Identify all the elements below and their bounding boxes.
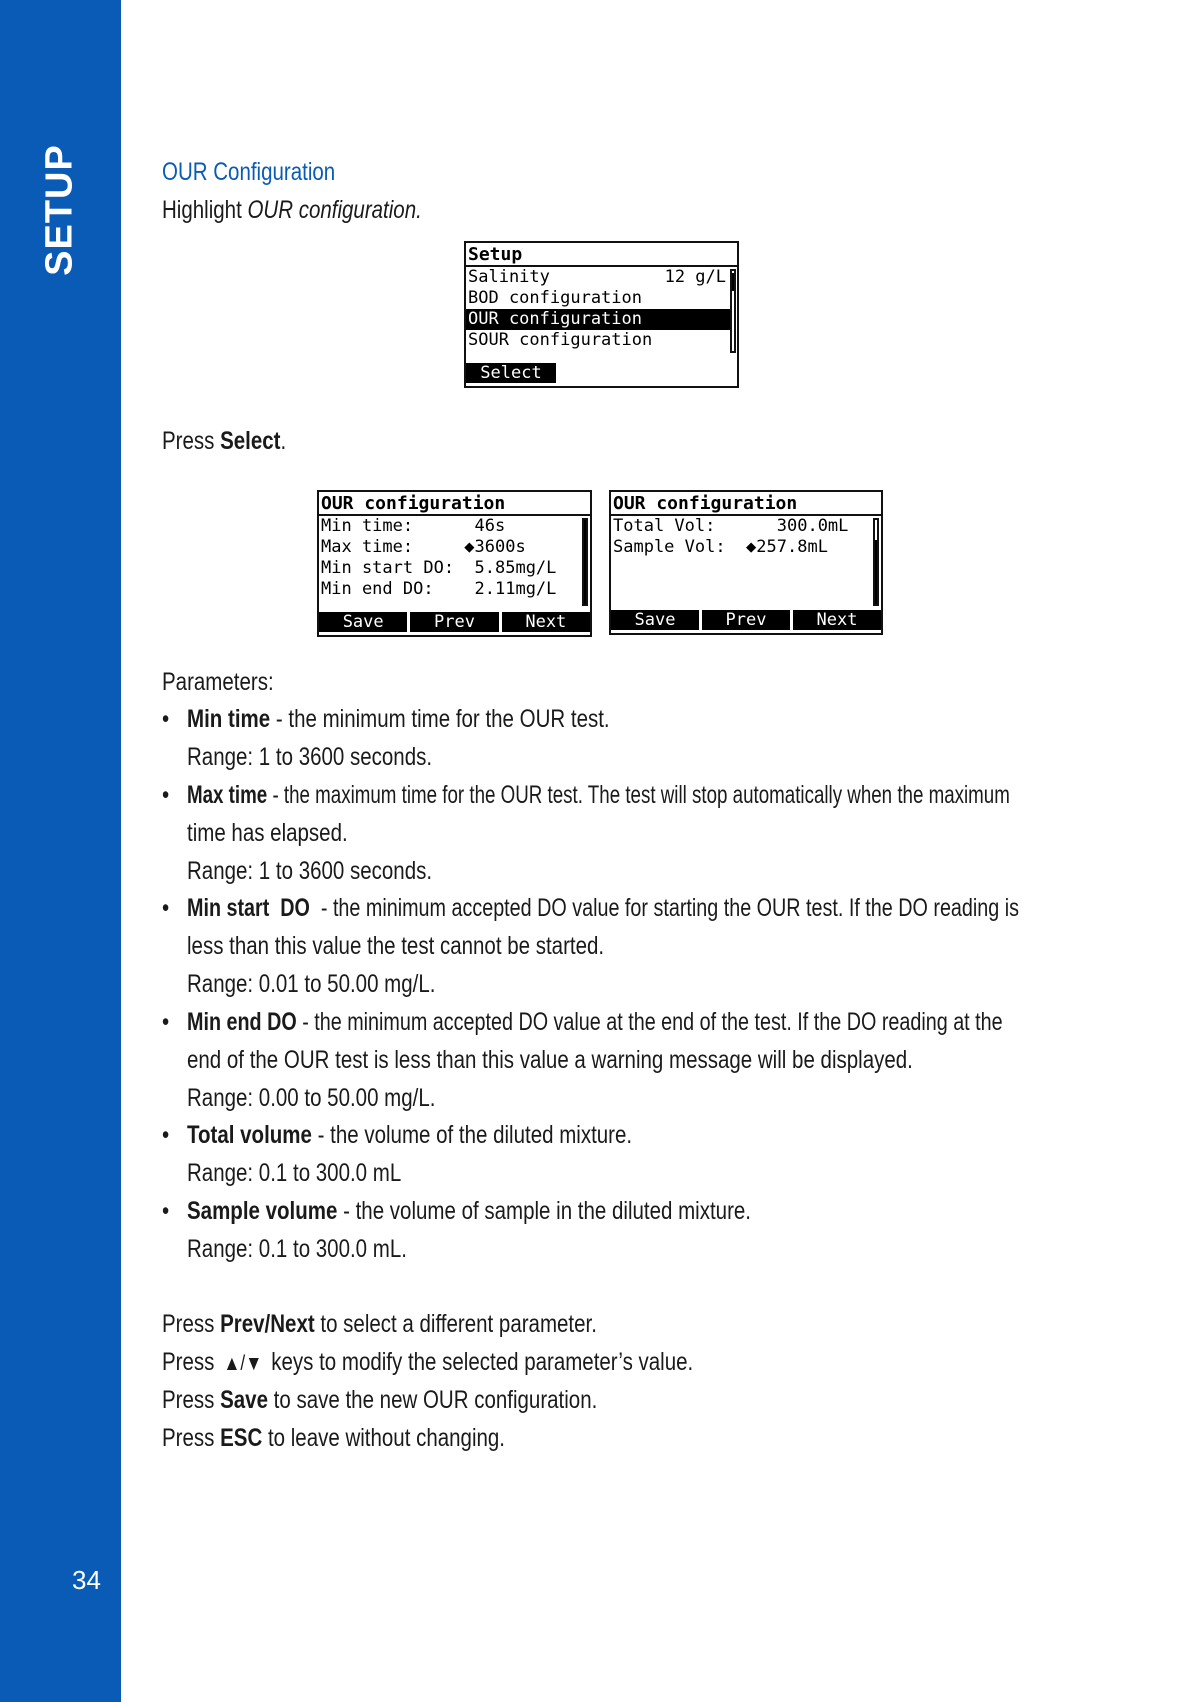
press-select-bold: Select xyxy=(220,427,281,455)
setup-row-sour[interactable]: SOUR configuration xyxy=(468,330,653,350)
instr-bold: Save xyxy=(220,1386,268,1414)
instr-suffix: to save the new OUR configuration. xyxy=(267,1386,598,1414)
param-min-time xyxy=(187,705,610,734)
param-row-max-time[interactable]: Max time: ◆3600s xyxy=(321,537,526,557)
param-line: Range: 0.1 to 300.0 mL xyxy=(187,1159,402,1187)
param-name: Min end DO xyxy=(187,1008,297,1036)
param-name: Sample volume xyxy=(187,1197,338,1225)
setup-scroll-thumb[interactable] xyxy=(732,273,734,291)
instr-suffix: keys to modify the selected parameter’s value. xyxy=(265,1348,694,1376)
setup-row-our[interactable]: OUR configuration xyxy=(466,309,730,330)
param-name: Min time xyxy=(187,705,271,733)
param-row-sample-vol[interactable]: Sample Vol: ◆257.8mL xyxy=(613,537,828,557)
screen3-scroll-thumb[interactable] xyxy=(875,540,877,604)
setup-screen xyxy=(464,241,739,388)
intro-prefix: Highlight xyxy=(162,196,248,224)
instruction-prevnext xyxy=(162,1310,597,1339)
our-config-screen-1-body xyxy=(319,516,590,600)
param-line: Range: 1 to 3600 seconds. xyxy=(187,743,433,771)
intro-italic: OUR configuration. xyxy=(247,196,422,224)
our-config-screen-1 xyxy=(317,490,592,637)
prev-softkey[interactable]: Prev xyxy=(410,612,498,632)
bullet: • xyxy=(162,1197,170,1225)
screen2-softkeys xyxy=(319,612,590,632)
param-desc: - the volume of sample in the diluted mixture. xyxy=(337,1197,752,1225)
param-max-time xyxy=(187,781,1010,810)
bullet: • xyxy=(162,781,170,809)
next-softkey[interactable]: Next xyxy=(793,610,881,630)
param-desc: - the minimum accepted DO value at the end of the test. If the DO reading at the xyxy=(296,1008,1003,1036)
select-softkey[interactable]: Select xyxy=(466,363,556,383)
bullet: • xyxy=(162,894,170,922)
save-softkey[interactable]: Save xyxy=(611,610,699,630)
sidebar xyxy=(0,0,121,1702)
param-desc: - the minimum accepted DO value for starting the OUR test. If the DO reading is xyxy=(309,894,1020,922)
salinity-label: Salinity xyxy=(468,267,550,287)
param-min-start-do xyxy=(187,894,1019,923)
param-desc: - the minimum time for the OUR test. xyxy=(270,705,610,733)
param-desc: - the volume of the diluted mixture. xyxy=(311,1121,633,1149)
setup-scrollbar[interactable] xyxy=(730,269,736,353)
param-row-min-end-do[interactable]: Min end DO: 2.11mg/L xyxy=(321,579,557,599)
param-line: time has elapsed. xyxy=(187,819,348,847)
param-line: Range: 1 to 3600 seconds. xyxy=(187,857,433,885)
bullet: • xyxy=(162,1121,170,1149)
param-row-total-vol[interactable]: Total Vol: 300.0mL xyxy=(613,516,849,536)
setup-screen-body xyxy=(466,267,737,351)
instr-suffix: to leave without changing. xyxy=(262,1424,506,1452)
bullet: • xyxy=(162,705,170,733)
instr-prefix: Press xyxy=(162,1424,221,1452)
param-min-end-do xyxy=(187,1008,1003,1037)
setup-row-salinity[interactable] xyxy=(466,267,730,288)
screen3-scrollbar[interactable] xyxy=(873,518,879,606)
instruction-save xyxy=(162,1386,597,1415)
section-heading: OUR Configuration xyxy=(162,158,336,186)
up-down-arrow-icon: ▲/▼ xyxy=(223,1352,263,1375)
bullet: • xyxy=(162,1008,170,1036)
screen2-scrollbar[interactable] xyxy=(582,518,588,606)
screen3-softkeys xyxy=(611,610,881,630)
setup-screen-title: Setup xyxy=(466,243,737,267)
instruction-keys xyxy=(162,1348,693,1377)
our-config-screen-2 xyxy=(609,490,883,635)
our-config-screen-2-title: OUR configuration xyxy=(611,492,881,516)
param-name: Total volume xyxy=(187,1121,312,1149)
our-config-screen-1-title: OUR configuration xyxy=(319,492,590,516)
param-line: Range: 0.00 to 50.00 mg/L. xyxy=(187,1084,436,1112)
param-line: end of the OUR test is less than this value a warning message will be displayed. xyxy=(187,1046,913,1074)
press-select-suffix: . xyxy=(280,427,287,455)
param-line: less than this value the test cannot be started. xyxy=(187,932,605,960)
param-desc: - the maximum time for the OUR test. The test will stop automatically when the maximum xyxy=(267,781,1010,809)
section-tab: SETUP xyxy=(38,144,81,276)
param-total-volume xyxy=(187,1121,632,1150)
param-row-min-start-do[interactable]: Min start DO: 5.85mg/L xyxy=(321,558,557,578)
param-row-min-time[interactable]: Min time: 46s xyxy=(321,516,506,536)
intro-text xyxy=(162,196,422,225)
param-line: Range: 0.01 to 50.00 mg/L. xyxy=(187,970,436,998)
our-config-screen-2-body xyxy=(611,516,881,558)
instr-bold: Prev/Next xyxy=(220,1310,315,1338)
next-softkey[interactable]: Next xyxy=(502,612,590,632)
param-name: Max time xyxy=(187,781,268,809)
screen2-scroll-thumb[interactable] xyxy=(584,520,586,604)
page-number: 34 xyxy=(72,1565,101,1595)
param-sample-volume xyxy=(187,1197,751,1226)
instr-prefix: Press xyxy=(162,1348,221,1376)
param-name: Min start DO xyxy=(187,894,310,922)
prev-softkey[interactable]: Prev xyxy=(702,610,790,630)
save-softkey[interactable]: Save xyxy=(319,612,407,632)
salinity-value: 12 g/L xyxy=(664,267,726,287)
instr-suffix: to select a different parameter. xyxy=(314,1310,597,1338)
instruction-esc xyxy=(162,1424,505,1453)
param-line: Range: 0.1 to 300.0 mL. xyxy=(187,1235,407,1263)
instr-prefix: Press xyxy=(162,1310,221,1338)
parameters-label: Parameters: xyxy=(162,668,274,696)
press-select-text xyxy=(162,427,286,456)
instr-prefix: Press xyxy=(162,1386,221,1414)
press-select-prefix: Press xyxy=(162,427,221,455)
setup-row-bod[interactable]: BOD configuration xyxy=(468,288,642,308)
instr-bold: ESC xyxy=(220,1424,263,1452)
